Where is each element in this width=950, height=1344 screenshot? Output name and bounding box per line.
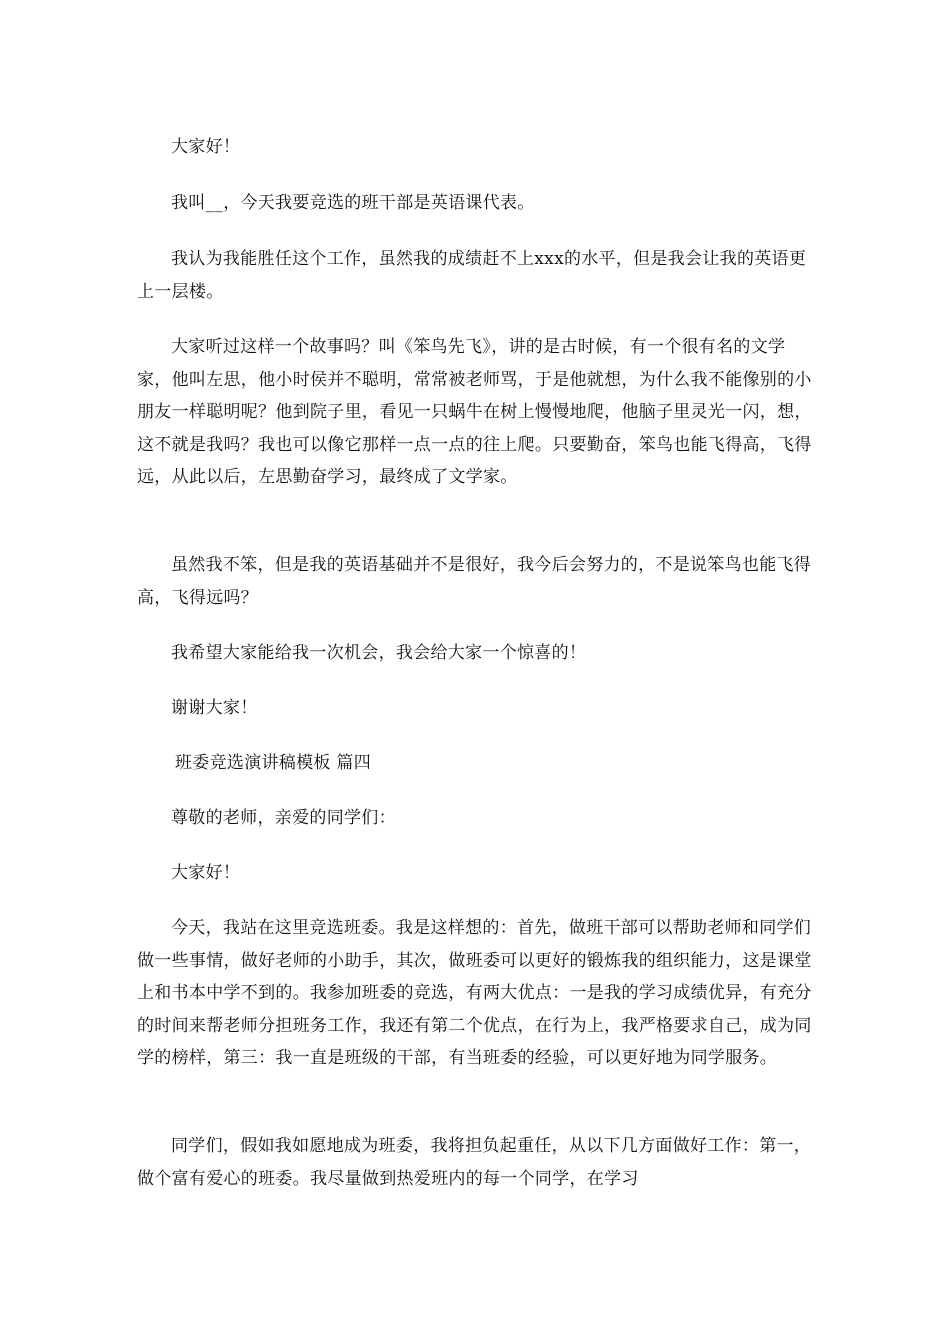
paragraph-effort: 虽然我不笨，但是我的英语基础并不是很好，我今后会努力的，不是说笨鸟也能飞得高，飞得远吗？ <box>137 555 812 608</box>
paragraph-promise: 同学们，假如我如愿地成为班委，我将担负起重任，从以下几方面做好工作：第一，做个富有爱心的班委。我尽量做到热爱班内的每一个同学，在学习 <box>137 1136 812 1189</box>
paragraph-intro: 我叫__，今天我要竞选的班干部是英语课代表。 <box>171 193 535 213</box>
section-heading: 班委竞选演讲稿模板 篇四 <box>175 753 372 773</box>
paragraph-thanks: 谢谢大家！ <box>171 698 258 718</box>
paragraph-hope: 我希望大家能给我一次机会，我会给大家一个惊喜的！ <box>171 643 587 663</box>
paragraph-story: 大家听过这样一个故事吗？叫《笨鸟先飞》，讲的是古时候，有一个很有名的文学家，他叫左思，他小时侯并不聪明，常常被老师骂，于是他就想，为什么我不能像别的小朋友一样聪明呢？他到院子里，看见一只蜗牛在树上慢慢地爬，他脑子里灵光一闪，想，这不就是我吗？我也可以像它那样一点一点的往上爬。只要勤奋，笨鸟也能飞得高，飞得远，从此以后，左思勤奋学习，最终成了文学家。 <box>137 337 812 488</box>
paragraph-greeting: 大家好！ <box>171 137 241 157</box>
paragraph-reasons: 今天，我站在这里竞选班委。我是这样想的：首先，做班干部可以帮助老师和同学们做一些事情，做好老师的小助手，其次，做班委可以更好的锻炼我的组织能力，这是课堂上和书本中学不到的。我参加班委的竞选，有两大优点：一是我的学习成绩优异，有充分的时间来帮老师分担班务工作，我还有第二个优点，在行为上，我严格要求自己，成为同学的榜样，第三：我一直是班级的干部，有当班委的经验，可以更好地为同学服务。 <box>137 918 812 1069</box>
paragraph-salutation: 尊敬的老师，亲爱的同学们： <box>171 808 396 828</box>
paragraph-greeting-2: 大家好！ <box>171 863 241 883</box>
paragraph-ability: 我认为我能胜任这个工作，虽然我的成绩赶不上xxx的水平，但是我会让我的英语更上一层楼。 <box>137 249 807 302</box>
